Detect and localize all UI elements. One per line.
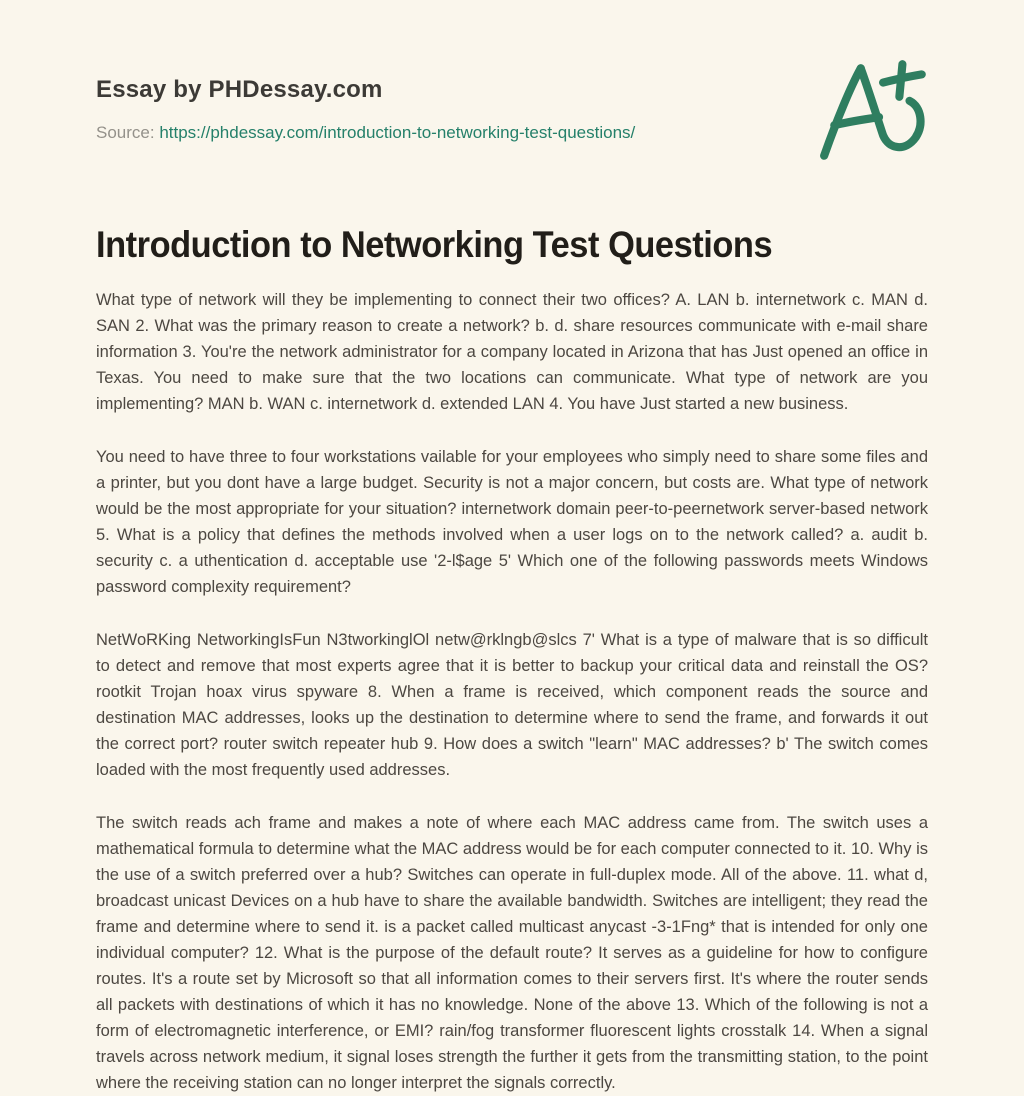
essay-body [96,287,928,1096]
page-title: Introduction to Networking Test Questions [96,224,773,265]
source-link[interactable]: https://phdessay.com/introduction-to-networking-test-questions/ [159,123,636,142]
a-plus-logo [816,58,938,164]
source-line [96,122,928,144]
essay-paragraph-3: NetWoRKing NetworkingIsFun N3tworkinglOl netw@rklngb@slcs 7' What is a type of malware that is so difficult to detect and remove that most experts agree that it is better to backup your critical data and reinstall the OS? rootkit Trojan hoax virus spyware 8. When a frame is received, which component reads the source and destination MAC addresses, looks up the destination to determine where to send the frame, and forwards it out the correct port? router switch repeater hub 9. How does a switch "learn" MAC addresses? b' The switch comes loaded with the most frequently used addresses. [96,631,928,779]
essay-paragraph-4: The switch reads ach frame and makes a note of where each MAC address came from. The switch uses a mathematical formula to determine what the MAC address would be for each computer connected to it. 10. Why is the use of a switch preferred over a hub? Switches can operate in full-duplex mode. All of the above. 11. what d, broadcast unicast Devices on a hub have to share the available bandwidth. Switches are intelligent; they read the frame and determine where to send it. is a packet called multicast anycast -3-1Fng* that is intended for only one individual computer? 12. What is the purpose of the default route? It serves as a guideline for how to configure routes. It's a route set by Microsoft so that all information comes to their servers first. It's where the router sends all packets with destinations of which it has no knowledge. None of the above 13. Which of the following is not a form of electromagnetic interference, or EMI? rain/fog transformer fluorescent lights crosstalk 14. When a signal travels across network medium, it signal loses strength the further it gets from the transmitting station, to the point where the receiving station can no longer interpret the signals correctly. [96,814,928,1092]
source-label: Source: [96,123,155,142]
essay-paragraph-2: You need to have three to four workstations vailable for your employees who simply need to share some files and a printer, but you dont have a large budget. Security is not a major concern, but costs are. What type of network would be the most appropriate for your situation? internetwork domain peer-to-peernetwork server-based network 5. What is a policy that defines the methods involved when a user logs on to the network called? a. audit b. security c. a uthentication d. acceptable use '2-l$age 5' Which one of the following passwords meets Windows password complexity requirement? [96,448,928,596]
brand-heading: Essay by PHDessay.com [96,76,383,103]
essay-paragraph-1: What type of network will they be implementing to connect their two offices? A. LAN b. internetwork c. MAN d. SAN 2. What was the primary reason to create a network? b. d. share resources communicate with e-mail share information 3. You're the network administrator for a company located in Arizona that has Just opened an office in Texas. You need to make sure that the two locations can communicate. What type of network are you implementing? MAN b. WAN c. internetwork d. extended LAN 4. You have Just started a new business. [96,291,928,413]
